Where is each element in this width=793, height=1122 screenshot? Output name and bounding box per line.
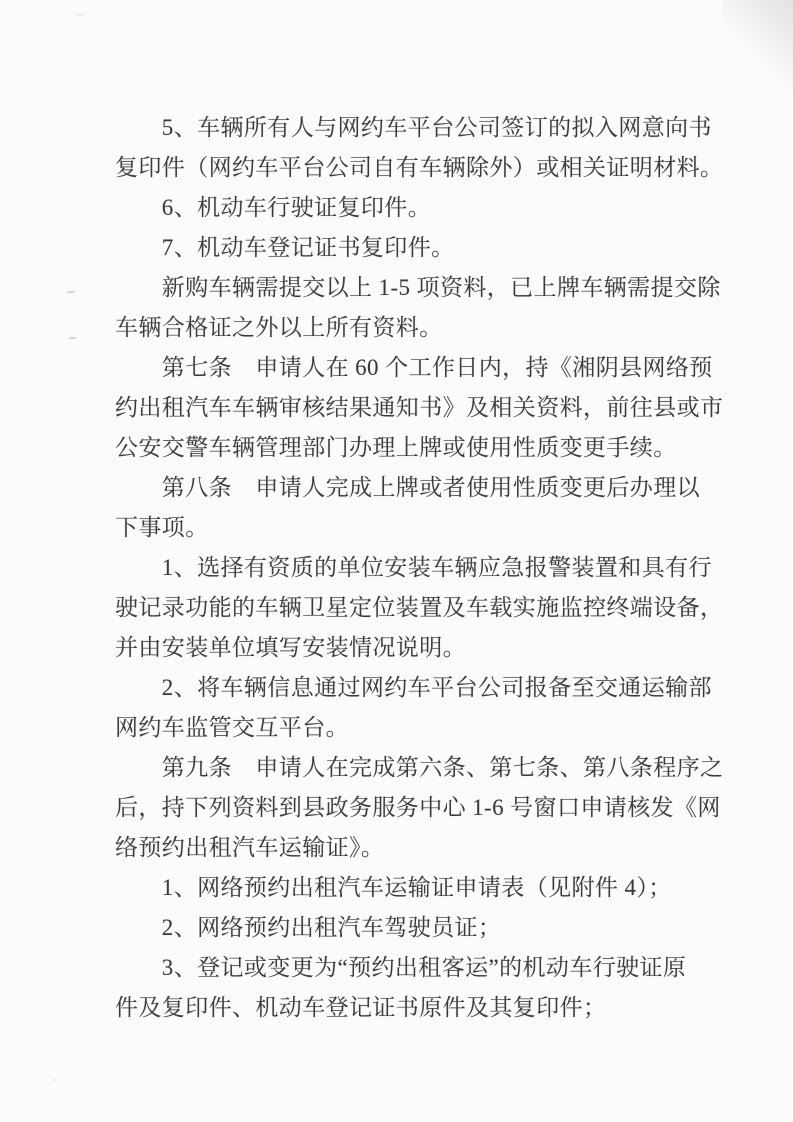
text-line: 复印件（网约车平台公司自有车辆除外）或相关证明材料。 (115, 155, 724, 180)
text-line: 车辆合格证之外以上所有资料。 (115, 315, 443, 340)
text-line: 网约车监管交互平台。 (115, 715, 349, 740)
text-line: 7、机动车登记证书复印件。 (115, 235, 455, 260)
scan-artifact (53, 1079, 56, 1081)
scan-artifact (75, 13, 85, 16)
text-line: 第八条 申请人完成上牌或者使用性质变更后办理以 (115, 475, 700, 500)
text-line: 2、网络预约出租汽车驾驶员证； (115, 915, 502, 940)
document-text-block (115, 108, 775, 1028)
text-line: 6、机动车行驶证复印件。 (115, 195, 432, 220)
text-line: 公安交警车辆管理部门办理上牌或使用性质变更手续。 (115, 435, 677, 460)
text-line: 新购车辆需提交以上 1-5 项资料，已上牌车辆需提交除 (115, 275, 721, 300)
text-line: 3、登记或变更为“预约出租客运”的机动车行驶证原 (115, 955, 687, 980)
text-line: 件及复印件、机动车登记证书原件及其复印件； (115, 995, 607, 1020)
text-line: 络预约出租汽车运输证》。 (115, 835, 385, 860)
scanner-corner-shadow (723, 0, 793, 90)
text-line: 1、选择有资质的单位安装车辆应急报警装置和具有行 (115, 555, 712, 580)
text-line: 约出租汽车车辆审核结果通知书》及相关资料，前往县或市 (115, 395, 724, 420)
text-line: 5、车辆所有人与网约车平台公司签订的拟入网意向书 (115, 115, 712, 140)
text-line: 后，持下列资料到县政务服务中心 1-6 号窗口申请核发《网 (115, 795, 721, 820)
scan-artifact (69, 337, 76, 340)
text-line: 下事项。 (115, 515, 209, 540)
text-line: 驶记录功能的车辆卫星定位装置及车载实施监控终端设备， (115, 595, 724, 620)
text-line: 2、将车辆信息通过网约车平台公司报备至交通运输部 (115, 675, 712, 700)
text-line: 第七条 申请人在 60 个工作日内，持《湘阴县网络预 (115, 355, 713, 380)
text-line: 并由安装单位填写安装情况说明。 (115, 635, 466, 660)
scan-artifact (67, 290, 75, 293)
text-line: 第九条 申请人在完成第六条、第七条、第八条程序之 (115, 755, 724, 780)
text-line: 1、网络预约出租汽车运输证申请表（见附件 4）； (115, 875, 672, 900)
